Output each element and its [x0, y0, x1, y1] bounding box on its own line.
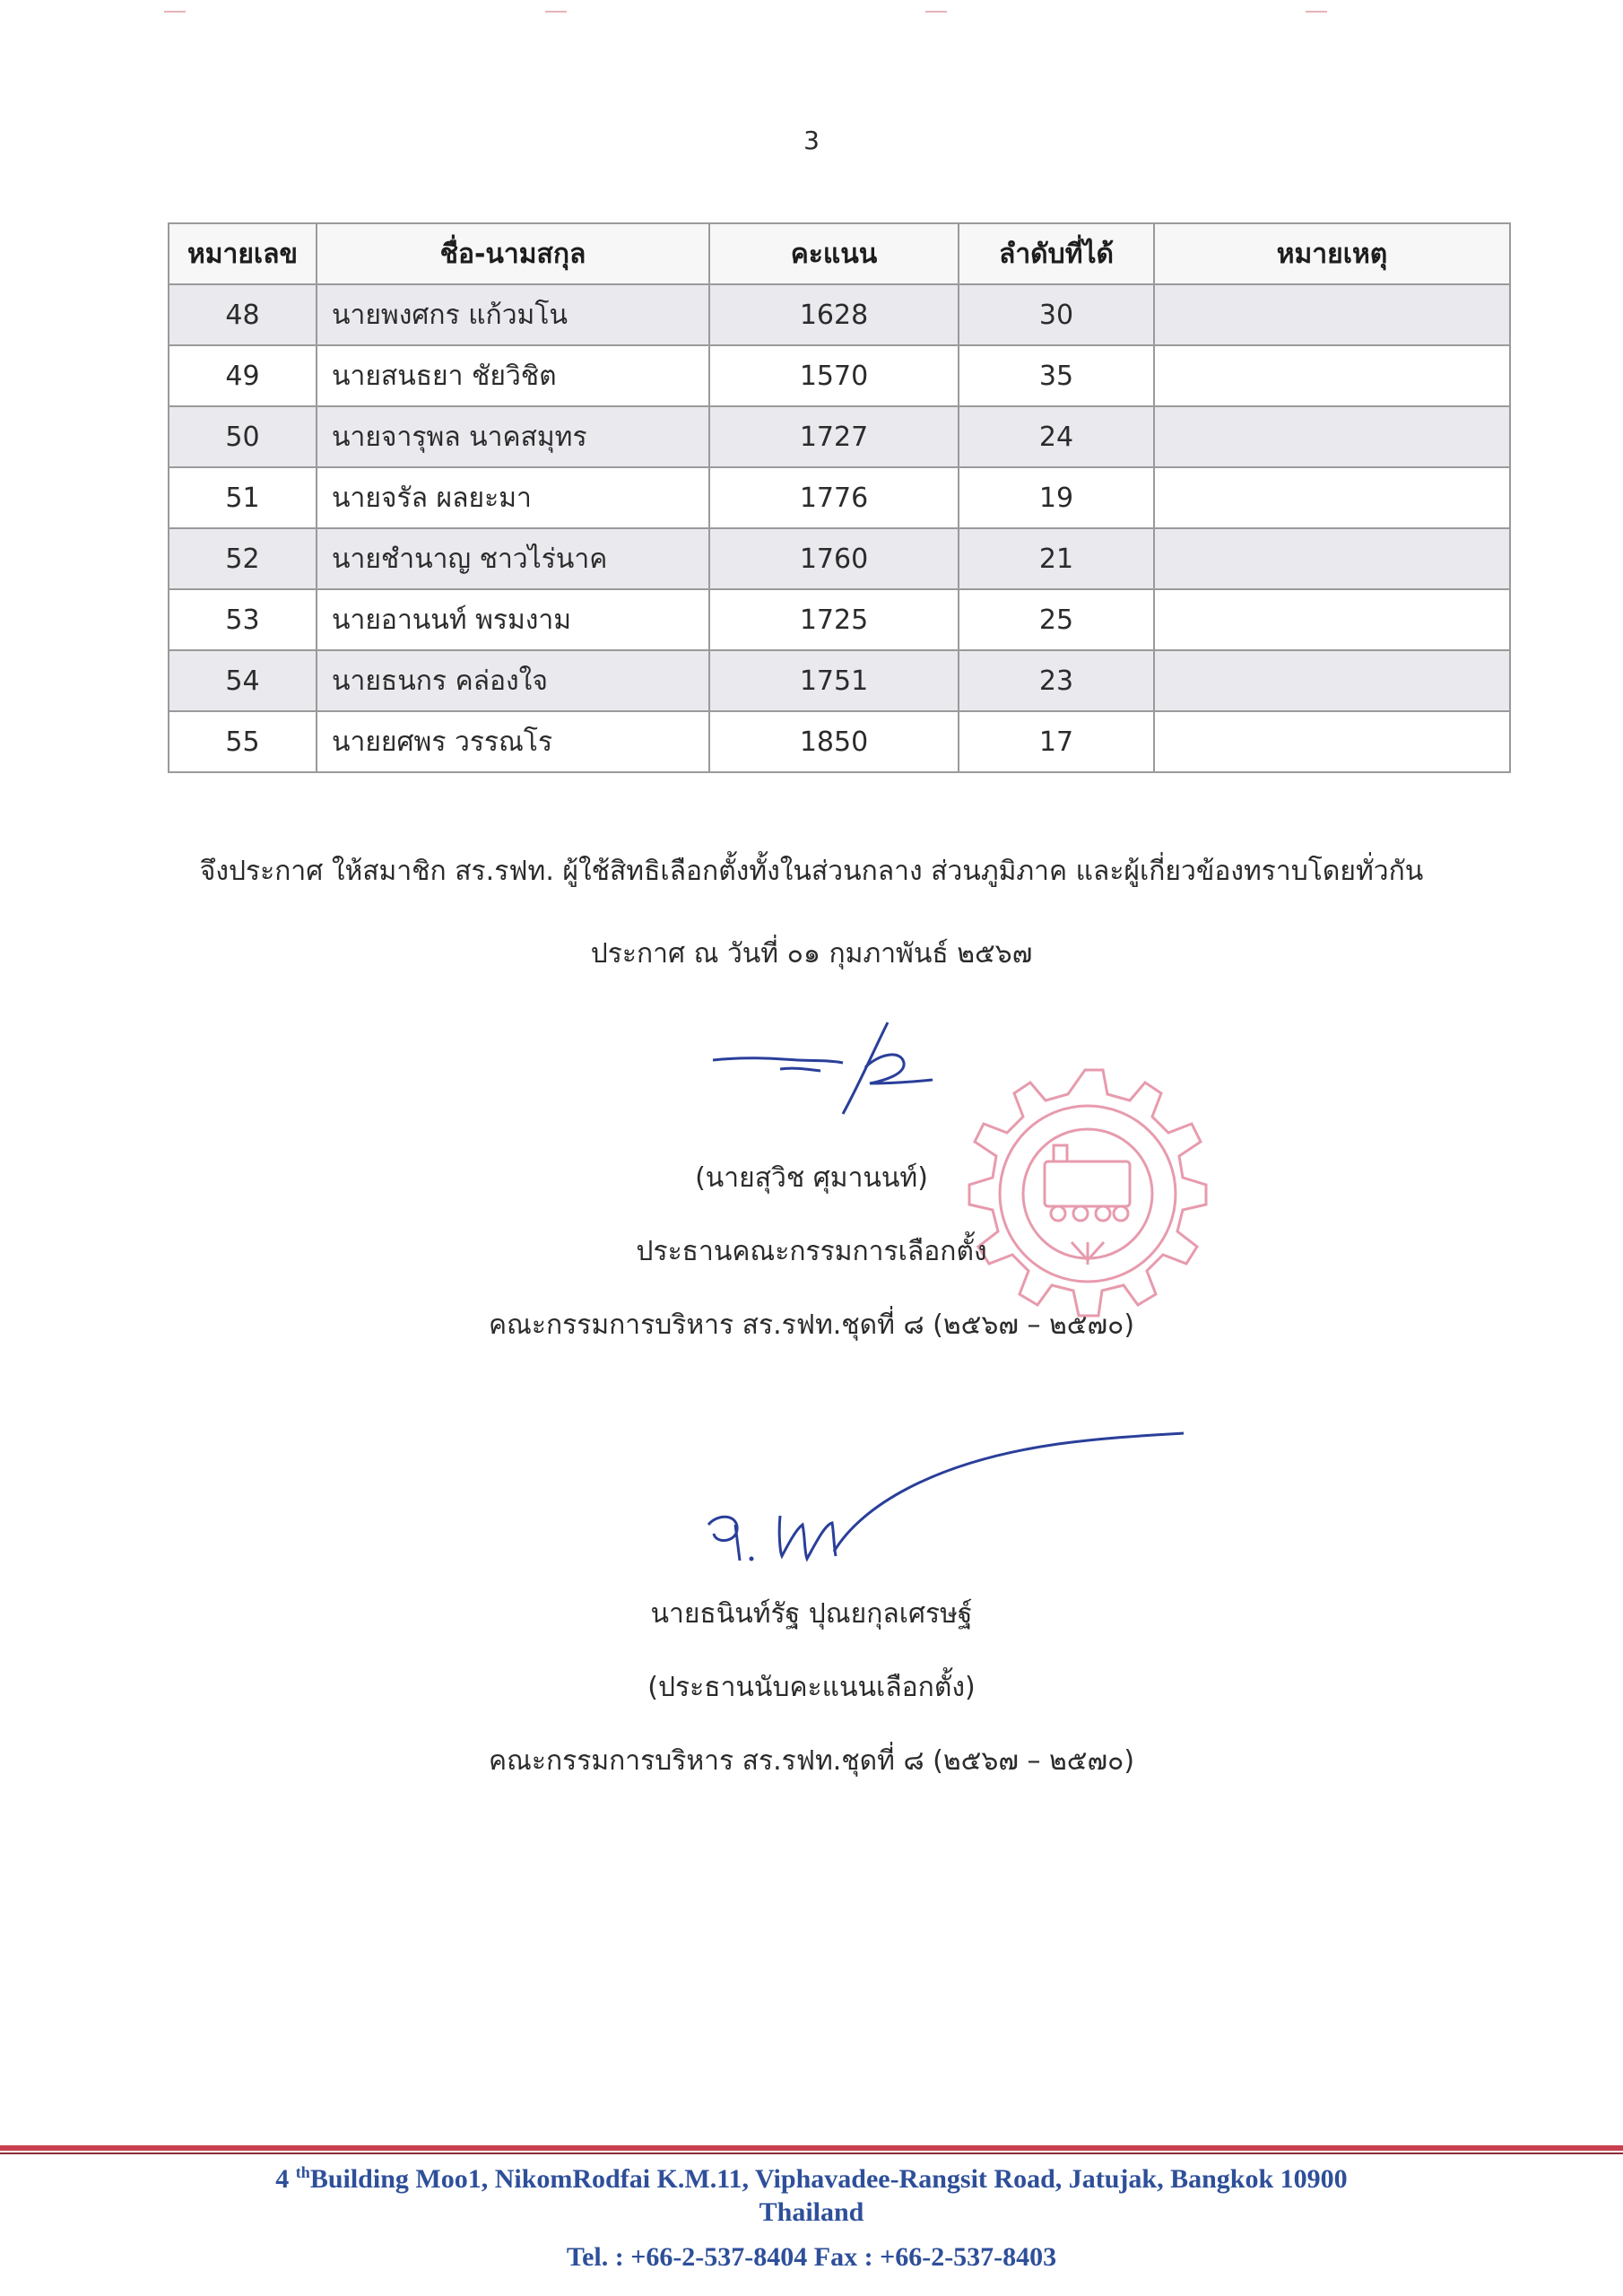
header-note: หมายเหตุ — [1154, 223, 1510, 284]
cell-rank: 24 — [959, 406, 1154, 467]
cell-name: นายจรัล ผลยะมา — [317, 467, 709, 528]
cell-number: 54 — [169, 650, 317, 711]
footer-contact: Tel. : +66-2-537-8404 Fax : +66-2-537-8403 — [566, 2242, 1057, 2272]
cell-rank: 19 — [959, 467, 1154, 528]
footer-rule-dark — [0, 2152, 1623, 2154]
cell-note — [1154, 711, 1510, 772]
header-name: ชื่อ-นามสกุล — [317, 223, 709, 284]
cell-note — [1154, 406, 1510, 467]
results-table — [168, 222, 1511, 773]
announcement-date: ประกาศ ณ วันที่ ๐๑ กุมภาพันธ์ ๒๕๖๗ — [590, 938, 1033, 970]
cell-score: 1570 — [709, 345, 959, 406]
cell-number: 52 — [169, 528, 317, 589]
table-row — [169, 467, 1510, 528]
signer2-title: (ประธานนับคะแนนเลือกตั้ง) — [647, 1672, 976, 1703]
table-row — [169, 345, 1510, 406]
cell-rank: 23 — [959, 650, 1154, 711]
cell-name: นายยศพร วรรณโร — [317, 711, 709, 772]
cell-score: 1776 — [709, 467, 959, 528]
cell-number: 53 — [169, 589, 317, 650]
cell-note — [1154, 589, 1510, 650]
page-number: 3 — [803, 126, 820, 155]
cell-name: นายจารุพล นาคสมุทร — [317, 406, 709, 467]
signer2-committee: คณะกรรมการบริหาร สร.รฟท.ชุดที่ ๘ (๒๕๖๗ – ๒๕๗๐) — [488, 1745, 1135, 1777]
table-row — [169, 589, 1510, 650]
cell-note — [1154, 284, 1510, 345]
table-header-row — [169, 223, 1510, 284]
cell-score: 1727 — [709, 406, 959, 467]
signer1-committee: คณะกรรมการบริหาร สร.รฟท.ชุดที่ ๘ (๒๕๖๗ – ๒๕๗๐) — [488, 1309, 1135, 1341]
cell-rank: 21 — [959, 528, 1154, 589]
cell-note — [1154, 345, 1510, 406]
signer1-name: (นายสุวิช ศุมานนท์) — [695, 1162, 928, 1194]
cell-score: 1850 — [709, 711, 959, 772]
cell-number: 50 — [169, 406, 317, 467]
cell-name: นายอานนท์ พรมงาม — [317, 589, 709, 650]
cell-note — [1154, 467, 1510, 528]
top-edge-marks — [0, 11, 1623, 16]
cell-rank: 25 — [959, 589, 1154, 650]
signer1-title: ประธานคณะกรรมการเลือกตั้ง — [636, 1236, 987, 1267]
cell-number: 49 — [169, 345, 317, 406]
signer2-name: นายธนินท์รัฐ ปุณยกุลเศรษฐ์ — [650, 1598, 973, 1630]
cell-score: 1751 — [709, 650, 959, 711]
signature-2 — [699, 1408, 1202, 1570]
table-row — [169, 650, 1510, 711]
table-row — [169, 406, 1510, 467]
cell-score: 1760 — [709, 528, 959, 589]
table-row — [169, 711, 1510, 772]
footer-address-text: Building Moo1, NikomRodfai K.M.11, Viphavadee-Rangsit Road, Jatujak, Bangkok 10900 — [309, 2164, 1348, 2194]
signature-1 — [708, 1013, 959, 1130]
cell-name: นายพงศกร แก้วมโน — [317, 284, 709, 345]
cell-note — [1154, 528, 1510, 589]
cell-name: นายสนธยา ชัยวิชิต — [317, 345, 709, 406]
cell-score: 1628 — [709, 284, 959, 345]
footer-address-number: 4 — [275, 2164, 296, 2194]
cell-rank: 17 — [959, 711, 1154, 772]
cell-name: นายธนกร คล่องใจ — [317, 650, 709, 711]
footer-address-line1 — [0, 2163, 1623, 2195]
cell-note — [1154, 650, 1510, 711]
cell-number: 48 — [169, 284, 317, 345]
cell-number: 55 — [169, 711, 317, 772]
footer-address-sup: th — [295, 2163, 310, 2181]
table-row — [169, 528, 1510, 589]
footer-rule — [0, 2145, 1623, 2151]
header-score: คะแนน — [709, 223, 959, 284]
cell-score: 1725 — [709, 589, 959, 650]
table-row — [169, 284, 1510, 345]
header-rank: ลำดับที่ได้ — [959, 223, 1154, 284]
cell-name: นายชำนาญ ชาวไร่นาค — [317, 528, 709, 589]
cell-rank: 30 — [959, 284, 1154, 345]
footer-address-line2: Thailand — [759, 2197, 864, 2227]
cell-rank: 35 — [959, 345, 1154, 406]
cell-number: 51 — [169, 467, 317, 528]
header-number: หมายเลข — [169, 223, 317, 284]
announcement-text: จึงประกาศ ให้สมาชิก สร.รฟท. ผู้ใช้สิทธิเลือกตั้งทั้งในส่วนกลาง ส่วนภูมิภาค และผู้เกี่ยวข้องทราบโดยทั่วกัน — [199, 856, 1424, 887]
